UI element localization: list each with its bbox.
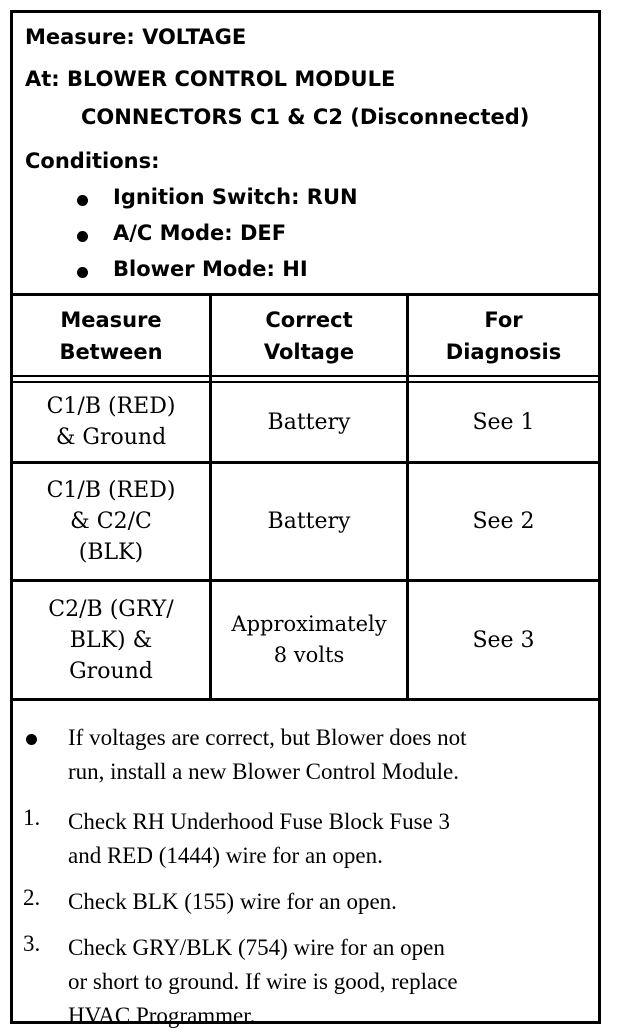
row1-diagnosis — [409, 383, 598, 461]
cell-line: & C2/C — [70, 509, 152, 534]
diagnosis-notes — [13, 705, 598, 1028]
note-number: 3. — [23, 931, 41, 956]
condition-ac-mode: A/C Mode: DEF — [113, 221, 287, 245]
cell-line: (BLK) — [78, 540, 144, 565]
note-number: 2. — [23, 885, 41, 910]
condition-ignition: Ignition Switch: RUN — [113, 185, 358, 209]
header-line: Voltage — [263, 339, 355, 364]
header-line: Diagnosis — [445, 339, 562, 364]
bullet-icon — [26, 734, 37, 745]
note-line: If voltages are correct, but Blower does not — [68, 725, 467, 750]
note-line: Check RH Underhood Fuse Block Fuse 3 — [68, 809, 451, 834]
row1-measure-between — [13, 383, 209, 461]
header-line: Between — [59, 339, 163, 364]
cell-line: 8 volts — [273, 643, 345, 667]
header-line: For — [484, 307, 523, 332]
measure-title: Measure: VOLTAGE — [25, 25, 247, 49]
header-correct-voltage — [212, 296, 406, 375]
cell-line: Battery — [267, 509, 351, 534]
header-measure-between — [13, 296, 209, 375]
measurement-header — [13, 13, 598, 293]
row3-diagnosis — [409, 582, 598, 698]
cell-line: C2/B (GRY/ — [48, 596, 174, 622]
header-double-rule-a — [13, 375, 598, 377]
note-line: and RED (1444) wire for an open. — [68, 843, 383, 868]
cell-line: Approximately — [231, 612, 387, 636]
header-for-diagnosis — [409, 296, 598, 375]
row2-measure-between — [13, 464, 209, 579]
note-line: HVAC Programmer. — [68, 1003, 256, 1028]
cell-line: Ground — [69, 658, 153, 684]
condition-blower-mode: Blower Mode: HI — [113, 257, 308, 281]
cell-line: C1/B (RED) — [46, 478, 176, 503]
note-line: run, install a new Blower Control Module. — [68, 759, 459, 784]
bullet-icon — [77, 195, 88, 206]
note-number: 1. — [23, 805, 41, 830]
table-bottom-rule — [13, 698, 598, 701]
cell-line: BLK) & — [69, 627, 153, 653]
cell-line: See 1 — [472, 409, 535, 435]
voltage-table — [13, 293, 598, 701]
cell-line: See 2 — [472, 509, 535, 534]
at-location-line2: CONNECTORS C1 & C2 (Disconnected) — [81, 105, 530, 129]
bullet-icon — [77, 231, 88, 242]
cell-line: & Ground — [55, 425, 167, 450]
header-line: Measure — [60, 307, 162, 332]
row3-measure-between — [13, 582, 209, 698]
header-line: Correct — [265, 307, 353, 332]
cell-line: See 3 — [472, 627, 535, 653]
row2-correct-voltage — [212, 464, 406, 579]
row1-correct-voltage — [212, 383, 406, 461]
note-line: Check BLK (155) wire for an open. — [68, 889, 397, 914]
note-line: or short to ground. If wire is good, replace — [68, 969, 458, 994]
note-line: Check GRY/BLK (754) wire for an open — [68, 935, 445, 960]
row3-correct-voltage — [212, 582, 406, 698]
conditions-label: Conditions: — [25, 149, 160, 173]
row2-diagnosis — [409, 464, 598, 579]
at-location-line1: At: BLOWER CONTROL MODULE — [25, 67, 396, 91]
bullet-icon — [77, 267, 88, 278]
cell-line: C1/B (RED) — [46, 394, 176, 419]
diagnostic-chart — [10, 10, 601, 1028]
cell-line: Battery — [267, 409, 351, 435]
